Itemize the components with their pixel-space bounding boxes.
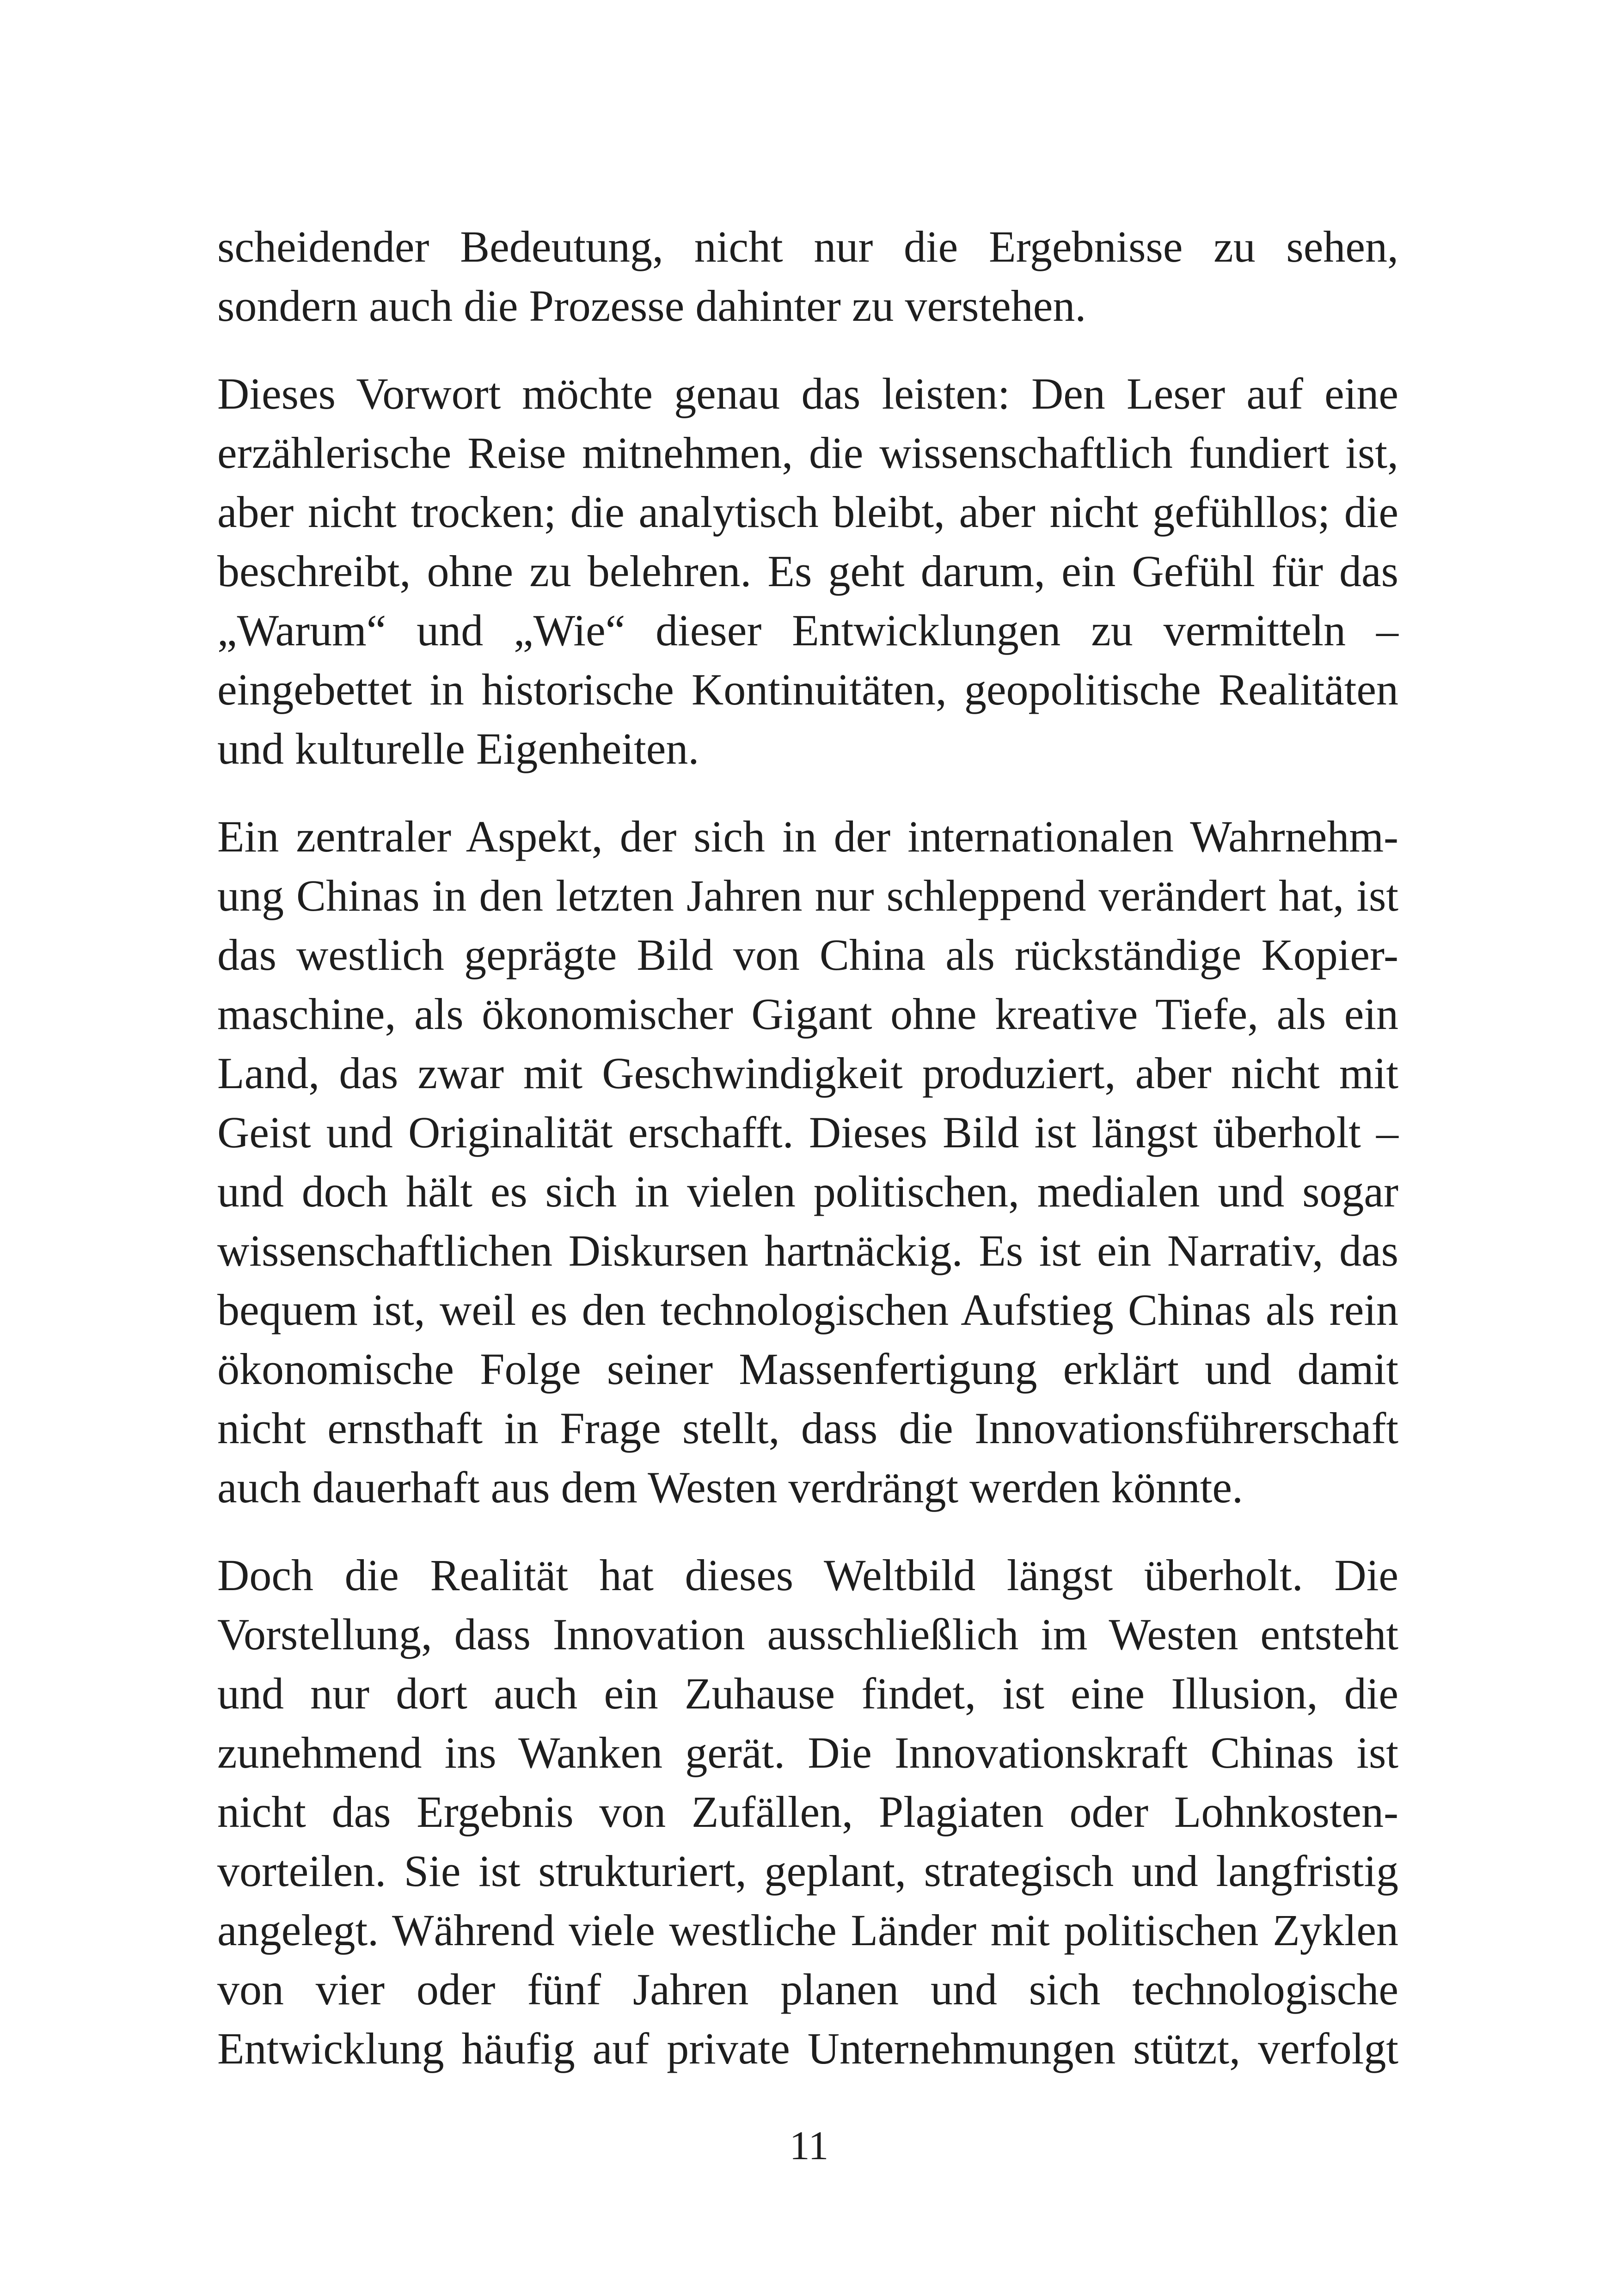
paragraph <box>217 807 1398 1517</box>
text-line: sondern auch die Prozesse dahinter zu verstehen. <box>217 281 1086 331</box>
text-line: aber nicht trocken; die analytisch bleibt, aber nicht gefühllos; die <box>217 487 1398 537</box>
text-line: bequem ist, weil es den technologischen Aufstieg Chinas als rein <box>217 1285 1398 1335</box>
text-line: und kulturelle Eigenheiten. <box>217 724 699 773</box>
text-line: wissenschaftlichen Diskursen hartnäckig. Es ist ein Narrativ, das <box>217 1226 1398 1275</box>
paragraph <box>217 1546 1398 2078</box>
text-line: „Warum“ und „Wie“ dieser Entwicklungen zu vermitteln – <box>217 606 1398 655</box>
text-line: ökonomische Folge seiner Massenfertigung erklärt und damit <box>217 1344 1398 1394</box>
text-line: Doch die Realität hat dieses Weltbild längst überholt. Die <box>217 1550 1398 1600</box>
text-line: und nur dort auch ein Zuhause findet, ist eine Illusion, die <box>217 1669 1398 1718</box>
text-line: auch dauerhaft aus dem Westen verdrängt werden könnte. <box>217 1463 1243 1512</box>
text-line: eingebettet in historische Kontinuitäten, geopolitische Realitäten <box>217 665 1398 714</box>
text-line: nicht das Ergebnis von Zufällen, Plagiaten oder Lohnkosten- <box>217 1787 1398 1837</box>
text-line: Ein zentraler Aspekt, der sich in der internationalen Wahrnehm- <box>217 812 1398 861</box>
paragraph <box>217 217 1398 336</box>
text-line: zunehmend ins Wanken gerät. Die Innovationskraft Chinas ist <box>217 1728 1398 1777</box>
paragraph <box>217 364 1398 778</box>
text-line: und doch hält es sich in vielen politischen, medialen und sogar <box>217 1167 1398 1216</box>
body-text <box>217 217 1398 2107</box>
text-line: ung Chinas in den letzten Jahren nur schleppend verändert hat, ist <box>217 871 1398 920</box>
text-line: Geist und Originalität erschafft. Dieses Bild ist längst überholt – <box>217 1108 1398 1157</box>
text-line: Entwicklung häufig auf private Unternehmungen stützt, verfolgt <box>217 2024 1398 2073</box>
text-line: beschreibt, ohne zu belehren. Es geht darum, ein Gefühl für das <box>217 546 1398 596</box>
text-line: scheidender Bedeutung, nicht nur die Ergebnisse zu sehen, <box>217 222 1398 271</box>
page-number: 11 <box>789 2124 829 2168</box>
text-line: Vorstellung, dass Innovation ausschließlich im Westen entsteht <box>217 1610 1398 1659</box>
text-line: Land, das zwar mit Geschwindigkeit produziert, aber nicht mit <box>217 1048 1398 1098</box>
text-line: vorteilen. Sie ist strukturiert, geplant, strategisch und langfristig <box>217 1846 1398 1896</box>
text-line: erzählerische Reise mitnehmen, die wissenschaftlich fundiert ist, <box>217 428 1398 478</box>
text-line: von vier oder fünf Jahren planen und sich technologische <box>217 1965 1398 2014</box>
text-line: das westlich geprägte Bild von China als rückständige Kopier- <box>217 930 1398 980</box>
text-line: Dieses Vorwort möchte genau das leisten: Den Leser auf eine <box>217 369 1398 418</box>
text-line: angelegt. Während viele westliche Länder mit politischen Zyklen <box>217 1905 1398 1955</box>
text-line: maschine, als ökonomischer Gigant ohne kreative Tiefe, als ein <box>217 989 1398 1039</box>
text-line: nicht ernsthaft in Frage stellt, dass die Innovationsführerschaft <box>217 1403 1398 1453</box>
